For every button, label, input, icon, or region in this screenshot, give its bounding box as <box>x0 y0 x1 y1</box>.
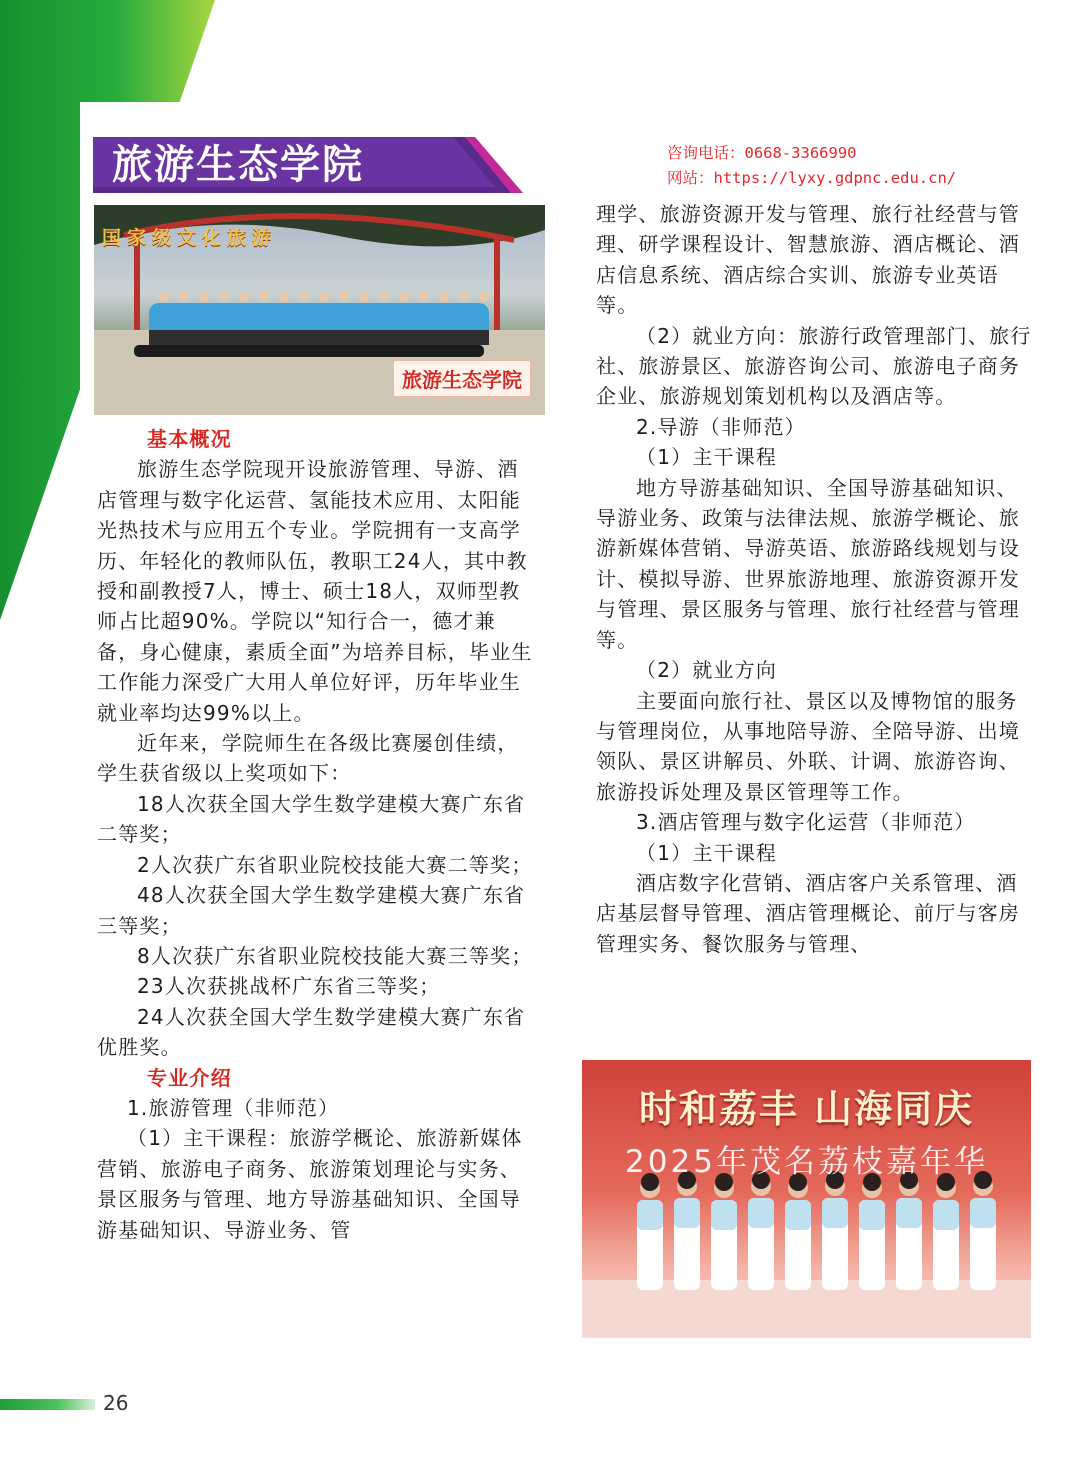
group-photo <box>94 205 545 415</box>
left-column <box>97 424 537 1245</box>
paragraph: 近年来，学院师生在各级比赛屡创佳绩，学生获省级以上奖项如下： <box>97 731 519 786</box>
paragraph: 2人次获广东省职业院校技能大赛二等奖； <box>137 852 533 877</box>
right-column <box>596 199 1032 959</box>
website-link[interactable]: 网站：https://lyxy.gdpnc.edu.cn/ <box>667 169 957 187</box>
paragraph: 1.旅游管理（非师范） <box>127 1095 340 1120</box>
page-number: 26 <box>103 1391 129 1415</box>
paragraph: 2.导游（非师范） <box>636 414 806 439</box>
contact-info <box>667 141 956 191</box>
paragraph: （1）主干课程 <box>636 840 778 865</box>
paragraph: （2）就业方向 <box>636 658 778 683</box>
section-heading: 专业介绍 <box>147 1065 232 1090</box>
paragraph: 24人次获全国大学生数学建模大赛广东省优胜奖。 <box>97 1004 526 1060</box>
footer-green-bar <box>0 1399 95 1410</box>
paragraph: 旅游生态学院现开设旅游管理、导游、酒店管理与数字化运营、氢能技术应用、太阳能光热技术与应用五个专业。学院拥有一支高学历、年轻化的教师队伍，教职工24人，其中教授和副教授7人，博士、硕士18人，双师型教师占比超90%。学院以“知行合一，德才兼备，身心健康，素质全面”为培养目标，毕业生工作能力深受广大用人单位好评，历年毕业生就业率均达99%以上。 <box>97 457 533 725</box>
paragraph: 8人次获广东省职业院校技能大赛三等奖； <box>137 943 533 968</box>
page-title: 旅游生态学院 <box>112 142 364 188</box>
phone-text: 咨询电话：0668-3366990 <box>667 144 857 162</box>
paragraph: 23人次获挑战杯广东省三等奖； <box>137 974 441 999</box>
paragraph: 酒店数字化营销、酒店客户关系管理、酒店基层督导管理、酒店管理概论、前厅与客房管理实务、餐饮服务与管理、 <box>596 870 1020 956</box>
paragraph: 主要面向旅行社、景区以及博物馆的服务与管理岗位，从事地陪导游、全陪导游、出境领队、景区讲解员、外联、计调、旅游咨询、旅游投诉处理及景区管理等工作。 <box>596 688 1020 804</box>
event-slogan: 时和荔丰 山海同庆 <box>638 1086 975 1131</box>
paragraph: 3.酒店管理与数字化运营（非师范） <box>636 810 976 835</box>
paragraph: 18人次获全国大学生数学建模大赛广东省二等奖； <box>97 791 526 847</box>
paragraph: （2）就业方向：旅游行政管理部门、旅行社、旅游景区、旅游咨询公司、旅游电子商务企业、旅游规划策划机构以及酒店等。 <box>596 323 1032 409</box>
section-heading: 基本概况 <box>147 427 232 451</box>
photo-sign-text: 国家级文化旅游 <box>102 227 278 249</box>
paragraph: 理学、旅游资源开发与管理、旅行社经营与管理、研学课程设计、智慧旅游、酒店概论、酒店信息系统、酒店综合实训、旅游专业英语等。 <box>596 202 1020 318</box>
college-name-label: 旅游生态学院 <box>393 360 531 397</box>
paragraph: （1）主干课程 <box>636 445 778 470</box>
paragraph: （1）主干课程：旅游学概论、旅游新媒体营销、旅游电子商务、旅游策划理论与实务、景区服务与管理、地方导游基础知识、全国导游基础知识、导游业务、管 <box>97 1126 523 1242</box>
paragraph: 48人次获全国大学生数学建模大赛广东省三等奖； <box>97 883 526 938</box>
event-banner-text: 2025年茂名荔枝嘉年华 <box>625 1144 988 1180</box>
event-photo <box>582 1060 1031 1338</box>
paragraph: 地方导游基础知识、全国导游基础知识、导游业务、政策与法律法规、旅游学概论、旅游新媒体营销、导游英语、旅游路线规划与设计、模拟导游、世界旅游地理、旅游资源开发与管理、景区服务与管理、旅行社经营与管理等。 <box>596 475 1020 652</box>
